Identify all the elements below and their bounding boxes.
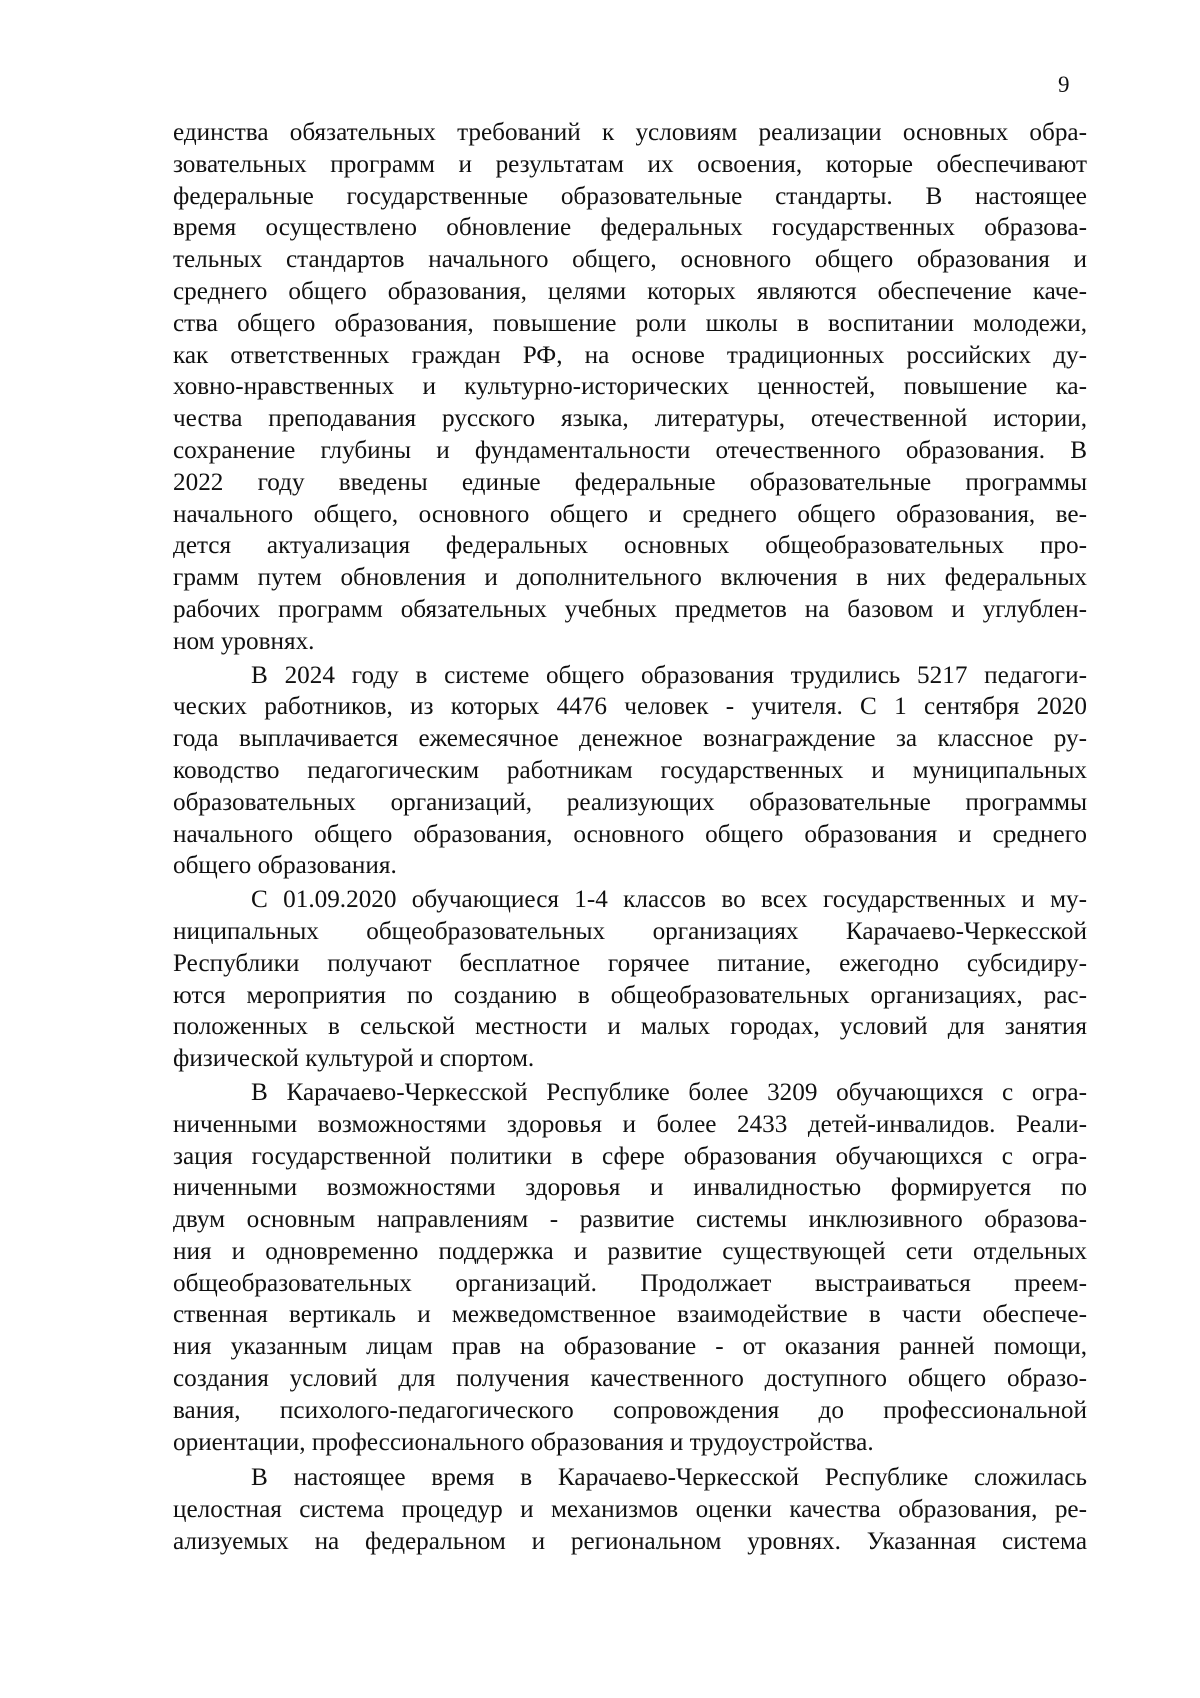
text-line: ния и одновременно поддержка и развитие существующей сети отдельных (173, 1237, 1087, 1265)
text-line: В настоящее время в Карачаево-Черкесской Республике сложилась (251, 1464, 1087, 1492)
text-line: ориентации, профессионального образования и трудоустройства. (173, 1428, 874, 1456)
text-line: единства обязательных требований к условиям реализации основных обра- (173, 119, 1087, 146)
text-line: года выплачивается ежемесячное денежное вознаграждение за классное ру- (173, 725, 1087, 753)
text-line: ства общего образования, повышение роли школы в воспитании молодежи, (173, 309, 1087, 337)
text-line: вания, психолого-педагогического сопровождения до профессиональной (173, 1396, 1087, 1424)
text-line: 2022 году введены единые федеральные образовательные программы (173, 468, 1087, 496)
page-number: 9 (1058, 72, 1070, 97)
text-line: общеобразовательных организаций. Продолжает выстраиваться преем- (173, 1269, 1087, 1297)
text-line: физической культурой и спортом. (173, 1045, 535, 1073)
text-line: В 2024 году в системе общего образования трудились 5217 педагоги- (251, 661, 1087, 689)
text-line: тельных стандартов начального общего, основного общего образования и (173, 246, 1087, 274)
text-line: ственная вертикаль и межведомственное взаимодействие в части обеспече- (173, 1301, 1087, 1329)
text-line: ния указанным лицам прав на образование - от оказания ранней помощи, (173, 1333, 1087, 1361)
text-line: ниципальных общеобразовательных организациях Карачаево-Черкесской (173, 917, 1087, 945)
text-line: ализуемых на федеральном и региональном уровнях. Указанная система (173, 1528, 1087, 1556)
text-line: ются мероприятия по созданию в общеобразовательных организациях, рас- (173, 981, 1087, 1009)
text-line: зовательных программ и результатам их освоения, которые обеспечивают (173, 150, 1087, 178)
paragraph-5 (173, 1462, 1087, 1557)
text-line: федеральные государственные образовательные стандарты. В настоящее (173, 182, 1087, 210)
text-line: зация государственной политики в сфере образования обучающихся с огра- (173, 1142, 1087, 1170)
text-line: время осуществлено обновление федеральных государственных образова- (173, 214, 1087, 242)
paragraph-3 (173, 884, 1087, 1075)
text-line: рабочих программ обязательных учебных предметов на базовом и углублен- (173, 595, 1087, 623)
text-line: С 01.09.2020 обучающиеся 1-4 классов во всех государственных и му- (251, 886, 1087, 914)
text-line: как ответственных граждан РФ, на основе традиционных российских ду- (173, 341, 1087, 369)
text-line: начального общего образования, основного общего образования и среднего (173, 820, 1087, 848)
text-line: среднего общего образования, целями которых являются обеспечение каче- (173, 277, 1087, 305)
text-line: грамм путем обновления и дополнительного включения в них федеральных (173, 564, 1087, 592)
text-line: ческих работников, из которых 4476 человек - учителя. С 1 сентября 2020 (173, 693, 1087, 721)
text-line: начального общего, основного общего и среднего общего образования, ве- (173, 500, 1087, 528)
text-line: ниченными возможностями здоровья и более 2433 детей-инвалидов. Реали- (173, 1110, 1087, 1138)
paragraph-1 (173, 117, 1087, 658)
text-line: ниченными возможностями здоровья и инвалидностью формируется по (173, 1174, 1087, 1202)
paragraph-2 (173, 660, 1087, 883)
text-line: чества преподавания русского языка, литературы, отечественной истории, (173, 405, 1087, 433)
document-body (173, 117, 1087, 1558)
text-line: ководство педагогическим работникам государственных и муниципальных (173, 756, 1087, 784)
text-line: ховно-нравственных и культурно-исторических ценностей, повышение ка- (173, 373, 1087, 401)
paragraph-4 (173, 1077, 1087, 1459)
text-line: положенных в сельской местности и малых городах, условий для занятия (173, 1013, 1087, 1041)
text-line: дется актуализация федеральных основных общеобразовательных про- (173, 532, 1087, 560)
text-line: В Карачаево-Черкесской Республике более 3209 обучающихся с огра- (251, 1078, 1087, 1106)
text-line: ном уровнях. (173, 627, 315, 655)
text-line: общего образования. (173, 852, 397, 880)
text-line: целостная система процедур и механизмов оценки качества образования, ре- (173, 1496, 1087, 1524)
text-line: создания условий для получения качественного доступного общего образо- (173, 1365, 1087, 1393)
text-line: Республики получают бесплатное горячее питание, ежегодно субсидиру- (173, 949, 1087, 977)
text-line: образовательных организаций, реализующих образовательные программы (173, 788, 1087, 816)
text-line: двум основным направлениям - развитие системы инклюзивного образова- (173, 1206, 1087, 1234)
text-line: сохранение глубины и фундаментальности отечественного образования. В (173, 436, 1087, 464)
